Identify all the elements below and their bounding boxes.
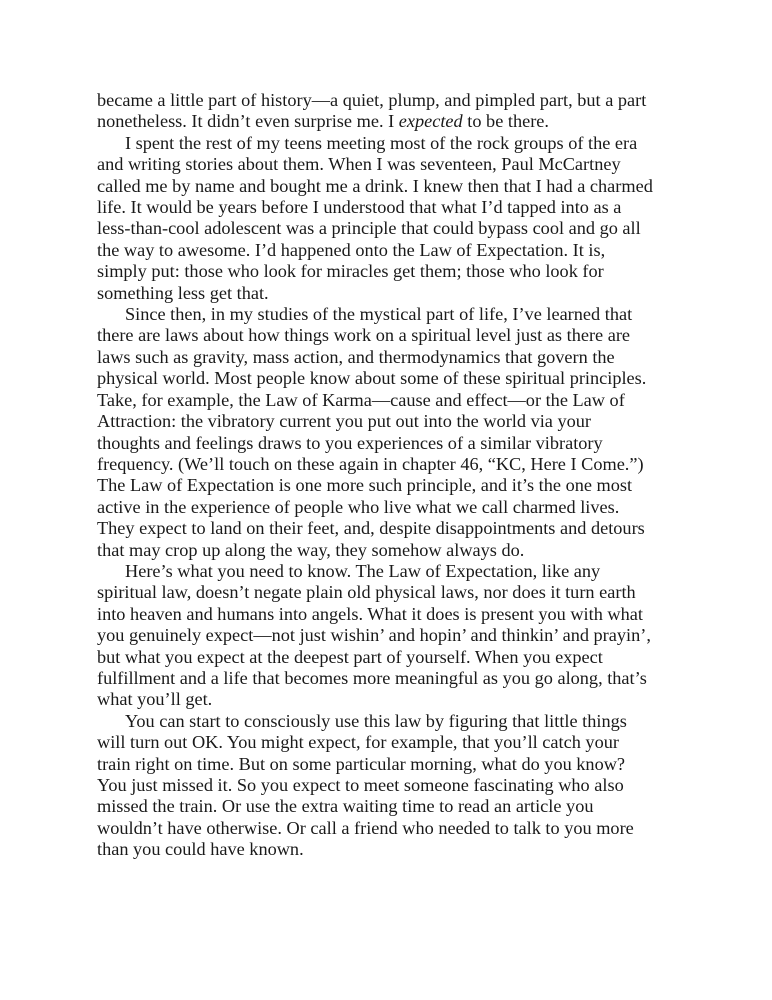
text-line: missed the train. Or use the extra waiting time to read an article you — [97, 796, 594, 817]
text-line: Take, for example, the Law of Karma—cause and effect—or the Law of — [97, 389, 625, 410]
text-line: will turn out OK. You might expect, for example, that you’ll catch your — [97, 732, 619, 753]
text-line: became a little part of history—a quiet, plump, and pimpled part, but a part — [97, 90, 647, 110]
text-line: You can start to consciously use this law by figuring that little things — [125, 710, 627, 731]
text-line: Since then, in my studies of the mystical part of life, I’ve learned that — [125, 304, 633, 325]
text-line: I spent the rest of my teens meeting most of the rock groups of the era — [125, 132, 638, 153]
text-line: thoughts and feelings draws to you experiences of a similar vibratory — [97, 432, 603, 453]
text-line: They expect to land on their feet, and, despite disappointments and detours — [97, 518, 645, 539]
text-line: You just missed it. So you expect to meet someone fascinating who also — [97, 775, 624, 795]
paragraph — [97, 304, 687, 561]
text-line: laws such as gravity, mass action, and thermodynamics that govern the — [97, 346, 615, 367]
text-line: frequency. (We’ll touch on these again in chapter 46, “KC, Here I Come.”) — [97, 453, 644, 474]
text-line: train right on time. But on some particular morning, what do you know? — [97, 753, 626, 774]
text-line: what you’ll get. — [97, 689, 213, 710]
text-line: than you could have known. — [97, 839, 304, 860]
emphasized-word: expected — [398, 111, 463, 132]
text-line: into heaven and humans into angels. What it does is present you with what — [97, 603, 643, 624]
text-line: The Law of Expectation is one more such principle, and it’s the one most — [97, 475, 633, 496]
text-line: active in the experience of people who live what we call charmed lives. — [97, 496, 620, 517]
text-line: wouldn’t have otherwise. Or call a friend who needed to talk to you more — [97, 817, 634, 838]
text-line: there are laws about how things work on a spiritual level just as there are — [97, 325, 631, 346]
text-line: the way to awesome. I’d happened onto the Law of Expectation. It is, — [97, 239, 606, 260]
text-line: and writing stories about them. When I was seventeen, Paul McCartney — [97, 154, 621, 175]
text-line: but what you expect at the deepest part of yourself. When you expect — [97, 646, 603, 667]
text-line: spiritual law, doesn’t negate plain old physical laws, nor does it turn earth — [97, 582, 636, 603]
paragraph — [97, 561, 687, 711]
paragraph — [97, 133, 687, 304]
text-line: nonetheless. It didn’t even surprise me. I expected to be there. — [97, 111, 549, 132]
text-line: Here’s what you need to know. The Law of Expectation, like any — [125, 560, 601, 581]
paragraph — [97, 90, 687, 133]
text-line: something less get that. — [97, 282, 269, 303]
text-line: less-than-cool adolescent was a principle that could bypass cool and go all — [97, 218, 641, 239]
text-line: called me by name and bought me a drink. I knew then that I had a charmed — [97, 175, 653, 196]
text-line: Attraction: the vibratory current you put out into the world via your — [97, 411, 591, 432]
text-line: that may crop up along the way, they somehow always do. — [97, 539, 525, 560]
text-line: fulfillment and a life that becomes more meaningful as you go along, that’s — [97, 667, 647, 688]
body-text — [97, 90, 687, 861]
text-line: you genuinely expect—not just wishin’ and hopin’ and thinkin’ and prayin’, — [97, 625, 651, 646]
text-line: physical world. Most people know about some of these spiritual principles. — [97, 368, 647, 389]
text-line: simply put: those who look for miracles get them; those who look for — [97, 261, 604, 282]
text-line: life. It would be years before I understood that what I’d tapped into as a — [97, 197, 622, 218]
paragraph — [97, 711, 687, 861]
